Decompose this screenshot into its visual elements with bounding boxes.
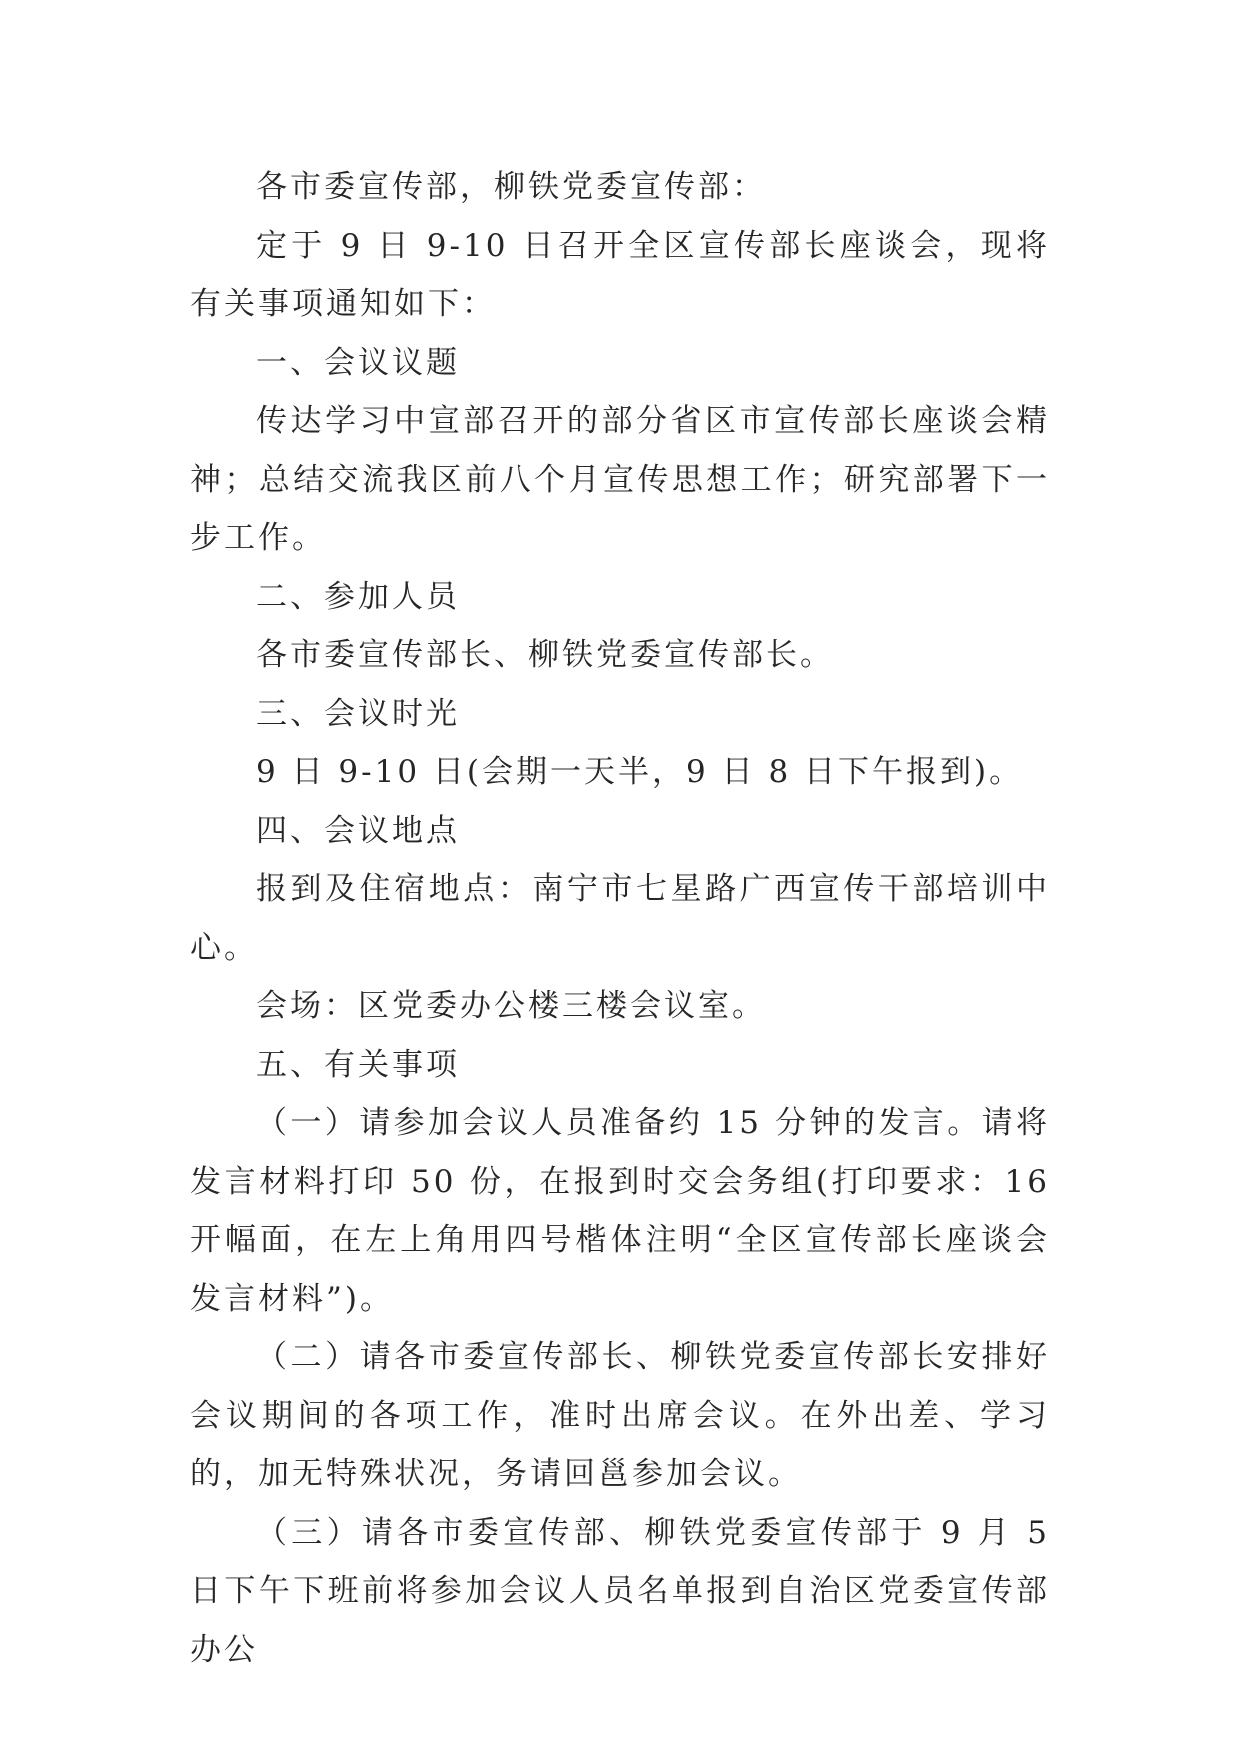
section-body-3: 9 日 9-10 日(会期一天半，9 日 8 日下午报到)。	[256, 754, 1024, 790]
section-heading-3: 三、会议时光	[256, 695, 460, 732]
section-heading-2: 二、参加人员	[256, 578, 460, 615]
section-body-2: 各市委宣传部长、柳铁党委宣传部长。	[256, 637, 834, 673]
document-body	[190, 158, 1050, 1679]
section-heading-1: 一、会议议题	[256, 344, 460, 381]
section-body-4-venue: 会场：区党委办公楼三楼会议室。	[256, 988, 766, 1024]
salutation: 各市委宣传部，柳铁党委宣传部：	[256, 169, 766, 205]
section-heading-5: 五、有关事项	[256, 1046, 460, 1083]
item-2: （二）请各市委宣传部长、柳铁党委宣传部长安排好会议期间的各项工作，准时出席会议。在外出差、学习的，加无特殊状况，务请回邕参加会议。	[190, 1339, 1050, 1492]
section-body-1: 传达学习中宣部召开的部分省区市宣传部长座谈会精神；总结交流我区前八个月宣传思想工作；研究部署下一步工作。	[190, 403, 1050, 556]
section-heading-4: 四、会议地点	[256, 812, 460, 849]
intro-paragraph: 定于 9 日 9-10 日召开全区宣传部长座谈会，现将有关事项通知如下：	[190, 227, 1050, 322]
item-1: （一）请参加会议人员准备约 15 分钟的发言。请将发言材料打印 50 份，在报到时交会务组(打印要求：16 开幅面，在左上角用四号楷体注明“全区宣传部长座谈会发言材料”)。	[190, 1105, 1050, 1317]
item-3: （三）请各市委宣传部、柳铁党委宣传部于 9 月 5 日下午下班前将参加会议人员名单报到自治区党委宣传部办公	[190, 1514, 1050, 1668]
section-body-4-lodging: 报到及住宿地点：南宁市七星路广西宣传干部培训中心。	[190, 871, 1050, 966]
